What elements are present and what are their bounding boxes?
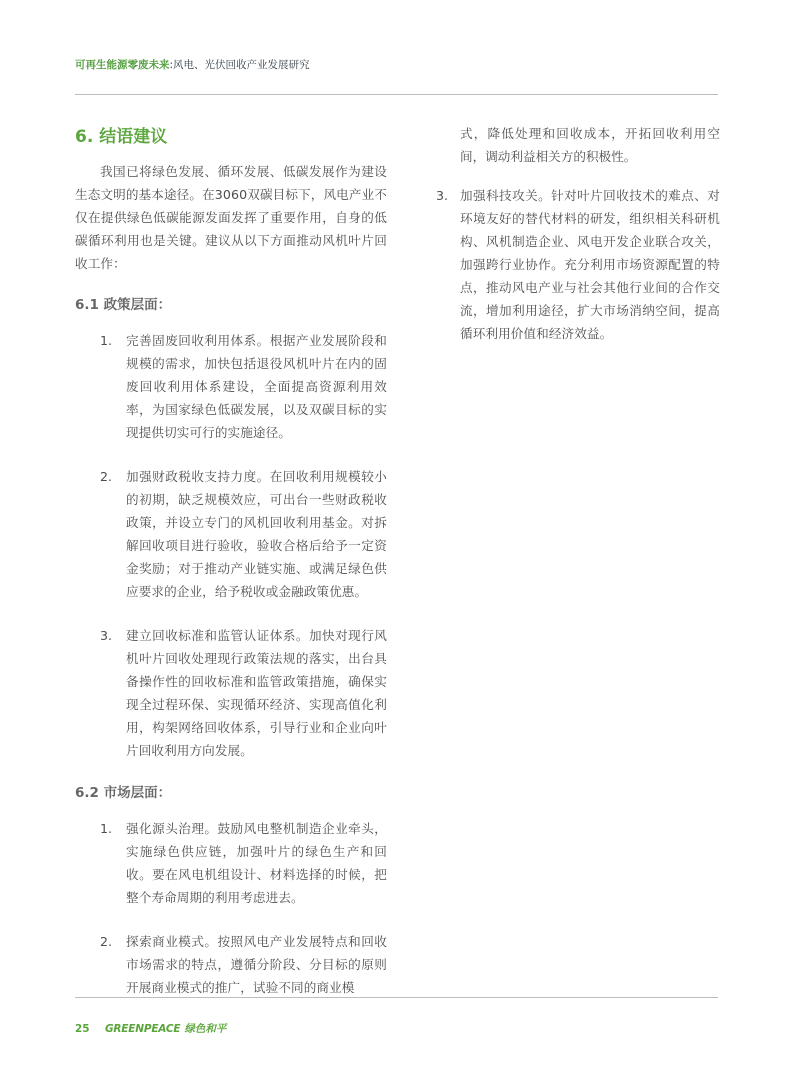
list-number: 2.: [100, 934, 113, 949]
policy-heading: 6.1 政策层面：: [75, 297, 172, 313]
list-item: [75, 465, 387, 603]
intro-paragraph: 我国已将绿色发展、循环发展、低碳发展作为建设生态文明的基本途径。在3060双碳目标下，风电产业不仅在提供绿色低碳能源发面发挥了重要作用，自身的低碳循环利用也是关键。建议从以下方面推动风机叶片回收工作：: [75, 164, 387, 271]
list-number: 3.: [436, 188, 449, 203]
right-column: [432, 122, 720, 366]
running-header: [75, 57, 718, 72]
list-number: 1.: [100, 821, 113, 836]
list-text: 强化源头治理。鼓励风电整机制造企业牵头，实施绿色供应链，加强叶片的绿色生产和回收。要在风电机组设计、材料选择的时候，把整个寿命周期的利用考虑进去。: [126, 821, 387, 905]
list-number: 3.: [100, 628, 113, 643]
header-separator: :: [169, 59, 174, 71]
list-text: 完善固废回收利用体系。根据产业发展阶段和规模的需求，加快包括退役风机叶片在内的固废回收利用体系建设，全面提高资源利用效率，为国家绿色低碳发展，以及双碳目标的实现提供切实可行的实施途径。: [126, 333, 387, 440]
list-item: [75, 930, 387, 999]
list-text: 加强科技攻关。针对叶片回收技术的难点、对环境友好的替代材料的研发，组织相关科研机构、风机制造企业、风电开发企业联合攻关，加强跨行业协作。充分利用市场资源配置的特点，推动风电产业与社会其他行业间的合作交流，增加利用途径，扩大市场消纳空间，提高循环利用价值和经济效益。: [460, 188, 720, 341]
list-item: [75, 329, 387, 444]
header-divider: [75, 94, 718, 95]
greenpeace-logo-cn: 绿色和平: [184, 1023, 227, 1035]
header-title-bold: 可再生能源零废未来: [75, 59, 170, 71]
greenpeace-logo: GREENPEACE: [105, 1022, 181, 1035]
header-title-rest: 风电、光伏回收产业发展研究: [173, 59, 310, 71]
page-number: 25: [75, 1022, 90, 1035]
footer: [75, 1021, 226, 1036]
list-item: [75, 624, 387, 762]
list-number: 1.: [100, 333, 113, 348]
market-heading: 6.2 市场层面：: [75, 785, 172, 801]
footer-divider: [75, 997, 718, 998]
list-number: 2.: [100, 469, 113, 484]
list-item: [75, 817, 387, 909]
continued-text: 式，降低处理和回收成本，开拓回收利用空间，调动利益相关方的积极性。: [460, 126, 720, 164]
list-text: 建立回收标准和监管认证体系。加快对现行风机叶片回收处理现行政策法规的落实，出台具备操作性的回收标准和监管政策措施，确保实现全过程环保、实现循环经济、实现高值化利用，构架网络回收体系，引导行业和企业向叶片回收利用方向发展。: [126, 628, 387, 758]
list-text: 加强财政税收支持力度。在回收利用规模较小的初期，缺乏规模效应，可出台一些财政税收政策，并设立专门的风机回收利用基金。对拆解回收项目进行验收，验收合格后给予一定资金奖励；对于推动产业链实施、或满足绿色供应要求的企业，给予税收或金融政策优惠。: [126, 469, 387, 599]
section-heading: 6. 结语建议: [75, 127, 168, 147]
list-text: 探索商业模式。按照风电产业发展特点和回收市场需求的特点，遵循分阶段、分目标的原则开展商业模式的推广，试验不同的商业模: [126, 934, 387, 995]
left-column: [75, 120, 387, 1020]
list-item: [432, 184, 720, 345]
